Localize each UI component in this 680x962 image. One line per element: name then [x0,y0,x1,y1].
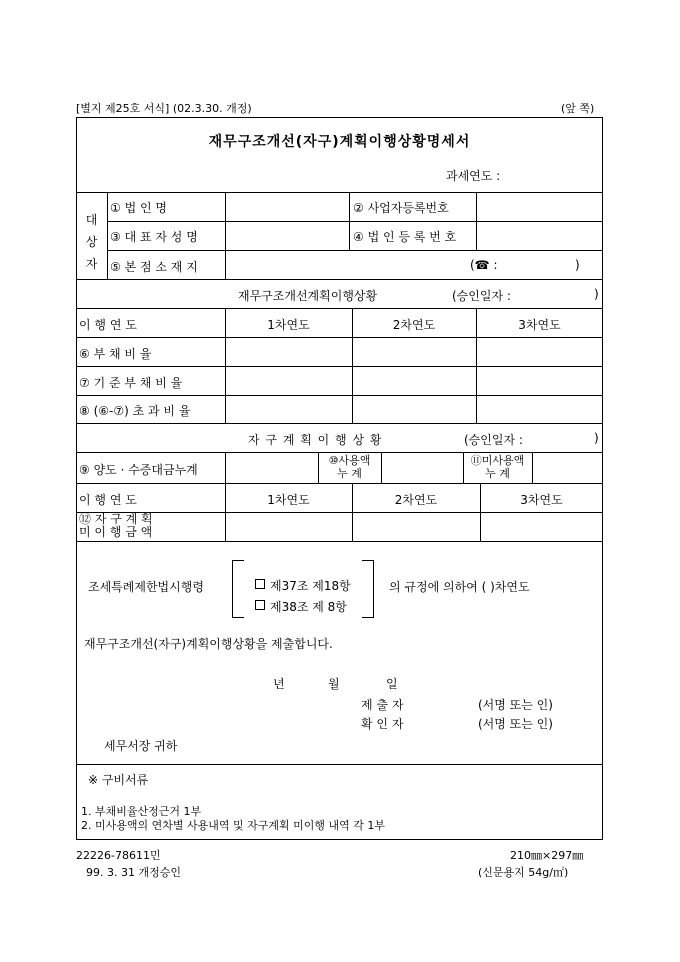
confirmer-sign: (서명 또는 인) [478,717,553,731]
paper-size: 210㎜×297㎜ [510,849,584,862]
hq-address-field[interactable] [227,252,467,277]
attachment-item-1: 1. 부채비율산정근거 1부 [81,805,202,818]
addressee: 세무서장 귀하 [104,739,178,753]
plan-approval-close: ) [594,287,599,301]
ceo-name-label: ③ 대 표 자 성 명 [110,230,198,244]
tax-year-field[interactable] [530,165,600,181]
debt-ratio-label: ⑥ 부 채 비 율 [79,347,152,361]
self-section-title: 자 구 계 획 이 행 상 황 [248,433,383,447]
plan-year1: 1차연도 [267,318,310,332]
page-side: (앞 쪽) [561,102,595,115]
law-label: 조세특례제한법시행령 [88,580,204,594]
corp-name-field[interactable] [227,194,347,219]
transfer-total-label: ⑨ 양도 · 수증대금누계 [79,463,198,477]
plan-approval-label: (승인일자 : [452,289,511,303]
option1-label: 제37조 제18항 [270,579,351,593]
attachments-title: ※ 구비서류 [88,773,149,787]
self-year1: 1차연도 [267,493,310,507]
form-code: 22226-78611민 [76,849,161,862]
ceo-name-field[interactable] [227,223,347,248]
unexecuted-amount-label: ⑫ 자 구 계 획 미 이 행 금 액 [79,512,153,539]
plan-section-title: 재무구조개선계획이행상황 [238,289,378,303]
form-title: 재무구조개선(자구)계획이행상황명세서 [208,134,471,150]
unused-total-label: ⑪미사용액 누 계 [470,454,525,480]
option2-checkbox[interactable] [255,600,265,610]
option1-checkbox[interactable] [255,579,265,589]
rule-text: 의 규정에 의하여 ( )차연도 [389,580,530,594]
self-year-label: 이 행 연 도 [79,493,137,507]
plan-year-label: 이 행 연 도 [79,318,137,332]
phone-label: (☎ : [470,258,498,272]
paper-type: (신문용지 54g/㎡) [478,866,569,879]
excess-ratio-label: ⑧ (⑥-⑦) 초 과 비 율 [79,404,191,418]
self-approval-label: (승인일자 : [464,433,523,447]
corp-name-label: ① 법 인 명 [110,201,167,215]
form-reference: [별지 제25호 서식] (02.3.30. 개정) [76,102,252,115]
biz-reg-no-field[interactable] [478,194,601,219]
corp-reg-no-field[interactable] [478,223,601,248]
target-group-label: 대 상 자 [85,213,98,271]
self-year3: 3차연도 [520,493,563,507]
corp-reg-no-label: ④ 법 인 등 록 번 호 [353,230,457,244]
date-month: 월 [328,677,340,691]
date-day: 일 [386,677,398,691]
submitter-label: 제 출 자 [361,698,404,712]
used-total-label: ⑩사용액 누 계 [328,454,371,480]
submitter-sign: (서명 또는 인) [478,698,553,712]
date-year: 년 [273,677,285,691]
std-debt-ratio-label: ⑦ 기 준 부 채 비 율 [79,376,183,390]
option2-label: 제38조 제 8항 [270,600,347,614]
plan-year3: 3차연도 [518,318,561,332]
statement-text: 재무구조개선(자구)계획이행상황을 제출합니다. [84,637,333,651]
tax-year-label: 과세연도 : [446,169,501,183]
confirmer-label: 확 인 자 [361,717,404,731]
self-year2: 2차연도 [394,493,438,507]
attachment-item-2: 2. 미사용액의 연차별 사용내역 및 자구계획 미이행 내역 각 1부 [81,819,385,832]
revision-approval: 99. 3. 31 개정승인 [86,866,181,879]
plan-year2: 2차연도 [392,318,436,332]
phone-close: ) [575,258,580,272]
biz-reg-no-label: ② 사업자등록번호 [353,201,449,215]
self-approval-close: ) [594,431,599,445]
hq-address-label: ⑤ 본 점 소 재 지 [110,260,198,274]
